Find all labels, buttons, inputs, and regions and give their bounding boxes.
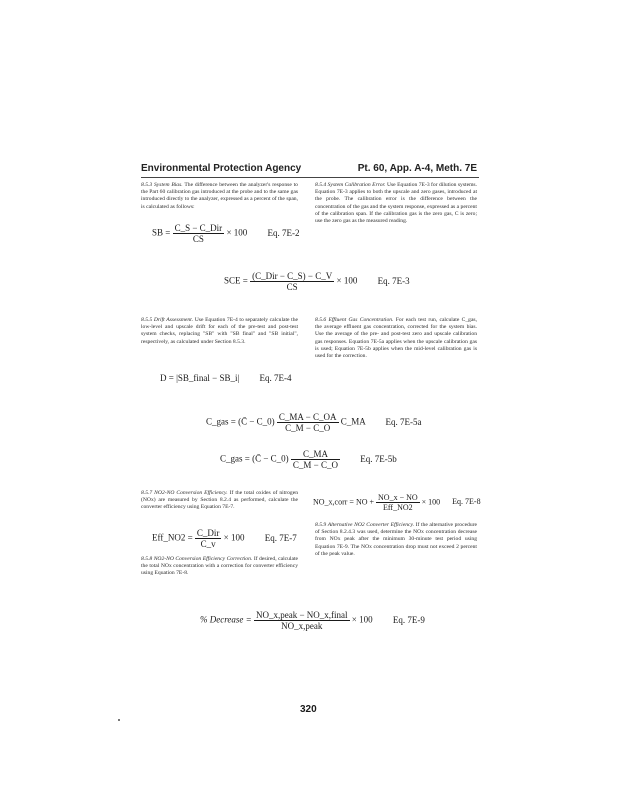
paragraph-effluent-gas-concentration — [315, 317, 477, 360]
eq-label: Eq. 7E-3 — [377, 275, 410, 286]
paragraph-alternative-converter-efficiency — [315, 522, 477, 558]
paragraph-heading: 8.5.6 Effluent Gas Concentration. — [315, 317, 394, 323]
paragraph-heading: 8.5.5 Drift Assessment. — [141, 317, 194, 323]
equation-7e-8 — [313, 493, 481, 512]
scan-artifact — [118, 719, 120, 721]
paragraph-heading: 8.5.3 System Bias. — [141, 182, 183, 188]
equation-7e-4 — [160, 373, 292, 383]
equation-7e-2 — [152, 223, 300, 244]
paragraph-text: If desired, calculate the total NOx concentration with a correction for converter efficiency using Equation 7E-8. — [141, 556, 298, 577]
eq-label: Eq. 7E-5a — [385, 416, 422, 427]
paragraph-drift-assessment — [141, 317, 298, 346]
eq-fraction — [254, 610, 350, 631]
paragraph-text: Use Equation 7E-3 for dilution systems. Equation 7E-3 applies to both the upscale and zero gases, introduced at the probe. The calibration error is the difference between the concentration of the gas and the system response, expressed as a percent of the calibration span. If the calibration gas is the zero gas, C is zero; use the zero gas as the measured reading. — [315, 182, 477, 225]
eq-multiplier: × 100 — [223, 532, 245, 543]
paragraph-text: For each test run, calculate C_gas, the average effluent gas concentration, corrected for the system bias. Use the average of the pre- and post-test zero and upscale calibration gas responses. Equation 7E-5a applies when the upscale calibration gas is used; Equation 7E-5b applies when the mid-level calibration gas is used for the correction. — [315, 317, 477, 360]
eq-denominator: Eff_NO2 — [383, 503, 413, 512]
paragraph-text: If the total oxides of nitrogen (NOx) are measured by Section 8.2.4 as performed, calculate the converter efficiency using Equation 7E-7. — [141, 490, 299, 511]
eq-fraction — [291, 449, 340, 470]
paragraph-conversion-efficiency — [141, 490, 298, 512]
eq-fraction — [376, 493, 420, 512]
eq-numerator: C_Dir — [196, 528, 220, 538]
equation-7e-5b — [220, 449, 397, 470]
eq-numerator: C_MA — [291, 449, 340, 460]
eq-denominator: C_v — [200, 539, 216, 549]
equation-7e-3 — [224, 271, 410, 292]
eq-lhs: NO_x,corr = NO + — [313, 497, 375, 507]
running-header-agency: Environmental Protection Agency — [141, 163, 302, 174]
eq-term: C_MA — [340, 416, 366, 427]
paragraph-heading: 8.5.7 NO2-NO Conversion Efficiency. — [141, 490, 228, 496]
eq-multiplier: × 100 — [226, 227, 248, 238]
paragraph-heading: 8.5.8 NO2-NO Conversion Efficiency Correction. — [141, 556, 253, 562]
eq-label: Eq. 7E-7 — [264, 532, 297, 543]
eq-denominator: NO_x,peak — [281, 621, 323, 631]
eq-denominator: CS — [286, 282, 298, 292]
paragraph-heading: 8.5.4 System Calibration Error. — [315, 182, 386, 188]
equation-7e-7 — [152, 528, 297, 549]
paragraph-system-calibration-error — [315, 182, 477, 225]
eq-denominator: CS — [192, 234, 204, 244]
paragraph-text: Use Equation 7E-4 to separately calculate the low-level and upscale drift for each of the pre-test and post-test system checks, replacing "SB" with "SB final" and "SB initial", respectively, as calculated under Section 8.5.3. — [141, 317, 299, 345]
eq-label: Eq. 7E-9 — [392, 614, 425, 625]
eq-denominator: C_M − C_O — [285, 423, 331, 433]
eq-multiplier: × 100 — [336, 275, 358, 286]
eq-multiplier: × 100 — [351, 614, 373, 625]
page-number: 320 — [300, 704, 317, 715]
paragraph-heading: 8.5.9 Alternative NO2 Converter Efficiency. — [315, 522, 415, 528]
eq-lhs: C_gas = (C̄ − C_0) — [206, 416, 275, 427]
eq-lhs: % Decrease = — [200, 614, 252, 625]
paragraph-system-bias — [141, 182, 298, 211]
header-divider — [141, 177, 479, 178]
eq-expression: D = |SB_final − SB_i| — [160, 373, 240, 383]
eq-numerator: (C_Dir − C_S) − C_V — [252, 271, 333, 281]
eq-fraction — [195, 528, 222, 549]
eq-fraction — [250, 271, 334, 292]
paragraph-text: The difference between the analyzer's response to the Part 60 calibration gas introduced at the probe and to the same gas introduced directly to the analyzer, expressed as a percent of the span, is calculated as follows: — [141, 182, 298, 210]
equation-7e-9 — [200, 610, 425, 631]
eq-label: Eq. 7E-4 — [259, 373, 292, 383]
eq-numerator: C_S − C_Dir — [174, 223, 223, 233]
eq-multiplier: × 100 — [421, 497, 441, 507]
eq-fraction — [277, 412, 339, 433]
paragraph-text: If the alternative procedure of Section 8.2.4.3 was used, determine the NOx concentration decrease from NOx peak after the minimum 30-minute test period using Equation 7E-9. The NOx concentration drop must not exceed 2 percent of the peak value. — [315, 522, 477, 557]
eq-lhs: Eff_NO2 = — [152, 532, 193, 543]
eq-numerator: NO_x − NO — [378, 493, 418, 502]
eq-numerator: NO_x,peak − NO_x,final — [255, 610, 348, 620]
eq-lhs: C_gas = (C̄ − C_0) — [220, 453, 289, 464]
eq-label: Eq. 7E-2 — [267, 227, 300, 238]
paragraph-conversion-correction — [141, 556, 298, 578]
eq-lhs: SB = — [152, 227, 171, 238]
eq-numerator: C_MA − C_OA — [278, 412, 337, 422]
running-header-section: Pt. 60, App. A-4, Meth. 7E — [357, 163, 477, 174]
eq-lhs: SCE = — [224, 275, 248, 286]
equation-7e-5a — [206, 412, 422, 433]
eq-label: Eq. 7E-8 — [452, 497, 481, 507]
eq-denominator: C_M − C_O — [292, 460, 338, 470]
eq-label: Eq. 7E-5b — [360, 453, 397, 464]
eq-fraction — [173, 223, 225, 244]
